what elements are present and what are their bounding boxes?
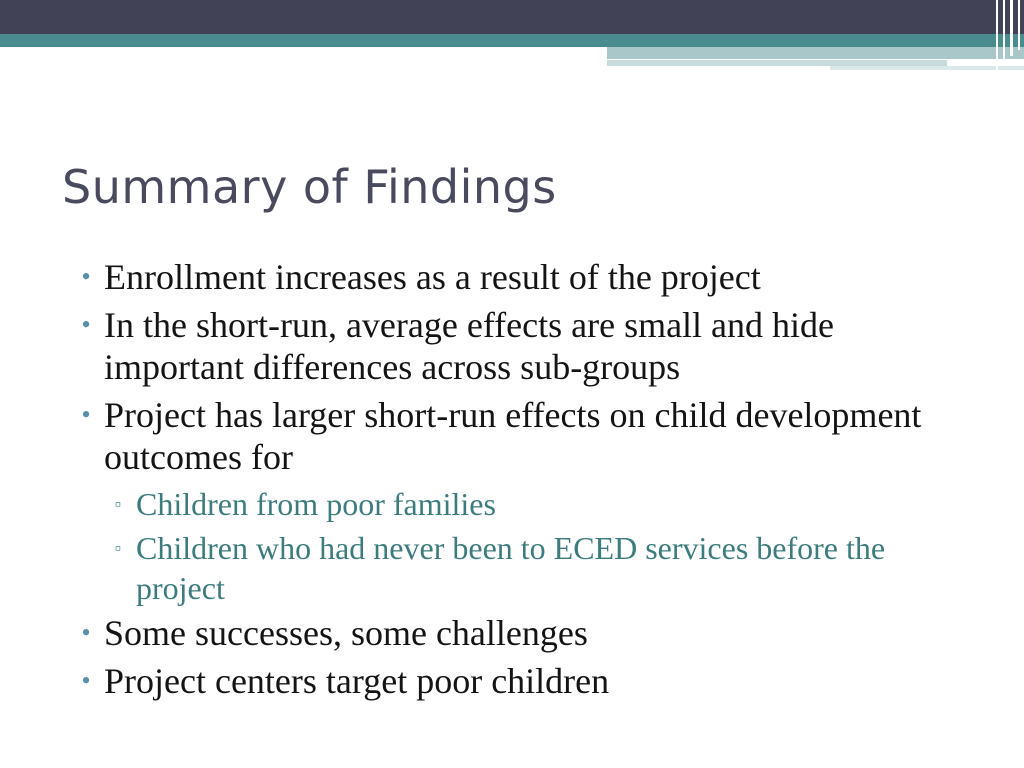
bullet-icon: • bbox=[81, 618, 91, 647]
bullet-icon: • bbox=[81, 262, 91, 291]
bullet-text: Enrollment increases as a result of the project bbox=[104, 257, 761, 297]
bullet-icon: • bbox=[81, 666, 91, 695]
bullet-list bbox=[76, 256, 956, 478]
bullet-text: Some successes, some challenges bbox=[104, 613, 588, 653]
bullet-item bbox=[76, 394, 956, 478]
header-stripe bbox=[1010, 0, 1013, 56]
bullet-list bbox=[76, 612, 956, 702]
bullet-text: Project centers target poor children bbox=[104, 661, 610, 701]
header-light-band bbox=[830, 66, 1024, 70]
header-light-band bbox=[607, 47, 1024, 59]
header-dark-band bbox=[0, 0, 1024, 34]
header-stripe bbox=[996, 0, 998, 70]
bullet-icon: • bbox=[81, 400, 91, 429]
bullet-item bbox=[76, 612, 956, 654]
bullet-text: In the short-run, average effects are small and hide important differences across sub-groups bbox=[104, 305, 835, 387]
sub-bullet-icon: ▫ bbox=[114, 494, 122, 514]
bullet-item bbox=[76, 256, 956, 298]
bullet-item bbox=[76, 660, 956, 702]
header-stripe bbox=[1003, 0, 1005, 62]
slide-body bbox=[76, 256, 956, 708]
bullet-text: Project has larger short-run effects on child development outcomes for bbox=[104, 395, 922, 477]
sub-bullet-icon: ▫ bbox=[114, 538, 122, 558]
slide-title: Summary of Findings bbox=[62, 160, 557, 214]
sub-bullet-list bbox=[76, 484, 956, 608]
bullet-item bbox=[76, 304, 956, 388]
bullet-icon: • bbox=[81, 310, 91, 339]
header-teal-band bbox=[0, 34, 1024, 47]
sub-bullet-item bbox=[76, 528, 956, 608]
sub-bullet-text: Children from poor families bbox=[136, 486, 496, 522]
sub-bullet-item bbox=[76, 484, 956, 524]
header-stripe bbox=[1018, 0, 1020, 50]
sub-bullet-text: Children who had never been to ECED services before the project bbox=[136, 530, 886, 606]
